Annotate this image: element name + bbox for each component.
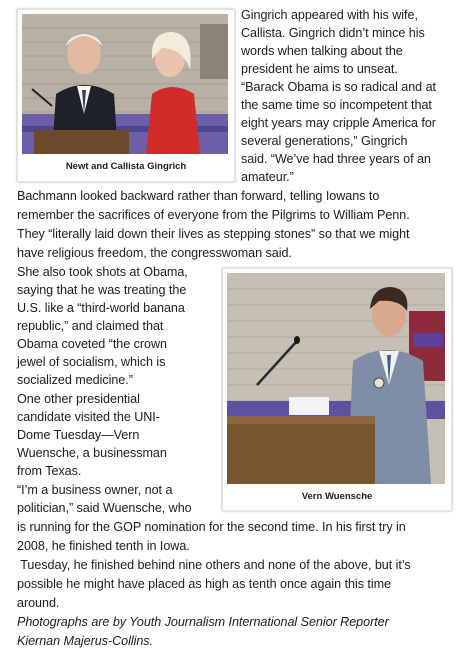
article-line: president he aims to unseat. xyxy=(241,62,398,76)
article-line: One other presidential xyxy=(17,392,140,406)
article-line: 2008, he finished tenth in Iowa. xyxy=(17,539,190,553)
wuensche-photo-figure xyxy=(222,268,452,511)
article-line: “I’m a business owner, not a xyxy=(17,483,173,497)
article-line: saying that he was treating the xyxy=(17,283,187,297)
wuensche-photo xyxy=(227,273,445,484)
article-line: said. “We’ve had three years of an xyxy=(241,152,431,166)
article-line: She also took shots at Obama, xyxy=(17,265,188,279)
article-line: have religious freedom, the congresswoman said. xyxy=(17,246,292,260)
article-line: They “literally laid down their lives as stepping stones” so that we might xyxy=(17,227,410,241)
article-line: the same time so incompetent that xyxy=(241,98,432,112)
article-line: eight years may cripple America for xyxy=(241,116,436,130)
article-line: Obama coveted “the crown xyxy=(17,337,167,351)
photo-credit-line: Kiernan Majerus-Collins. xyxy=(17,634,153,648)
article-line: Wuensche, a businessman xyxy=(17,446,167,460)
article-line: U.S. like a “third-world banana xyxy=(17,301,185,315)
gingrich-photo-caption: Newt and Callista Gingrich xyxy=(65,161,187,172)
article-line: Tuesday, he finished behind nine others and none of the above, but it’s xyxy=(17,558,411,572)
article-line: remember the sacrifices of everyone from the Pilgrims to William Penn. xyxy=(17,208,410,222)
article-line: from Texas. xyxy=(17,464,82,478)
article-line: words when talking about the xyxy=(241,44,403,58)
article-line: candidate visited the UNI- xyxy=(17,410,160,424)
article-line: socialized medicine.” xyxy=(17,373,133,387)
article-line: jewel of socialism, which is xyxy=(17,355,166,369)
article-line: Callista. Gingrich didn’t mince his xyxy=(241,26,425,40)
article-line: politician,” said Wuensche, who xyxy=(17,501,192,515)
photo-credit-line: Photographs are by Youth Journalism International Senior Reporter xyxy=(17,615,389,629)
article-line: “Barack Obama is so radical and at xyxy=(241,80,436,94)
article-line: around. xyxy=(17,596,60,610)
gingrich-photo xyxy=(22,14,228,154)
wuensche-photo-caption: Vern Wuensche xyxy=(301,491,373,502)
article-line: republic,” and claimed that xyxy=(17,319,164,333)
article-line: Bachmann looked backward rather than forward, telling Iowans to xyxy=(17,189,380,203)
gingrich-photo-figure xyxy=(17,9,235,182)
article-line: Gingrich appeared with his wife, xyxy=(241,8,418,22)
article-line: possible he might have placed as high as tenth once again this time xyxy=(17,577,392,591)
article-line: several generations,” Gingrich xyxy=(241,134,408,148)
article-line: Dome Tuesday—Vern xyxy=(17,428,140,442)
article-line: amateur.” xyxy=(241,170,294,184)
article-line: is running for the GOP nomination for the second time. In his first try in xyxy=(17,520,406,534)
